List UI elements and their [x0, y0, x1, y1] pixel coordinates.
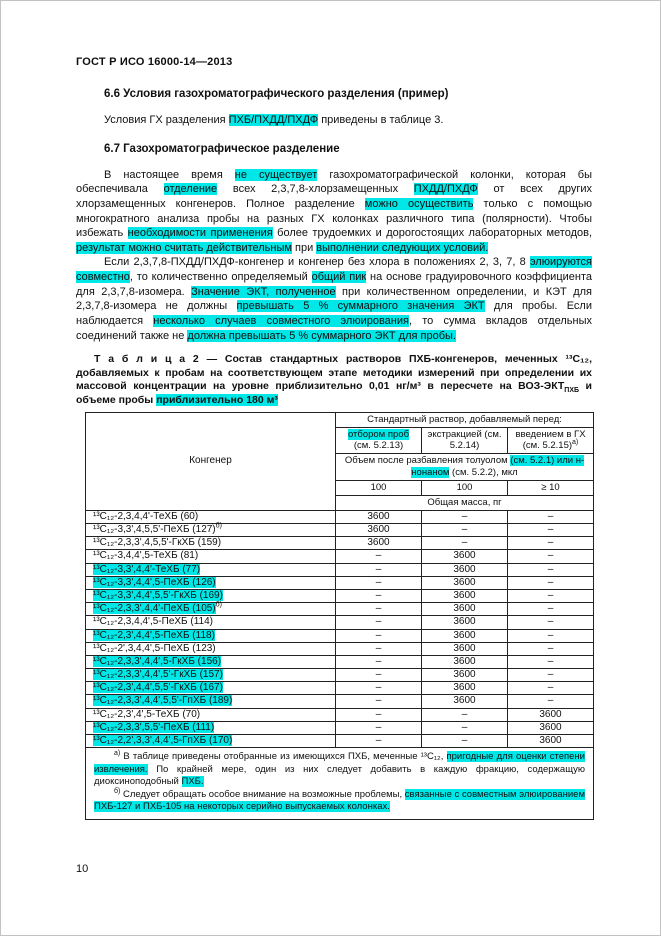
table-cell: 3600 — [508, 708, 594, 721]
highlighted-text: ¹³C₁₂-2,3,3',4,4',5'-ГкХБ (157) — [93, 669, 223, 681]
text-segment: По крайней мере, один из них следует добавить в каждую фракцию, содержащую диоксиноподобный — [94, 763, 585, 788]
text-segment: ¹³C₁₂-2,3,3',4,5,5'-ГкХБ (159) — [93, 537, 222, 549]
congener-name — [86, 629, 336, 642]
text-segment: на основе градуировочного коэффициента для 2,3,7,8-изомера. — [76, 271, 592, 298]
text-segment: для пробы. Если наблюдается — [76, 300, 592, 327]
text-segment: более трудоемких и дорогостоящих лабораторных методов, — [272, 227, 593, 240]
text-segment: экстракцией (см. 5.2.14) — [427, 428, 502, 452]
highlighted-text: ¹³C₁₂-2,3,3',4,4',5-ГкХБ (156) — [93, 655, 222, 667]
table-cell: – — [422, 721, 508, 734]
column-header-gc-injection — [508, 427, 594, 454]
highlighted-text: результат можно считать действительным — [76, 241, 292, 254]
text-segment: введением в ГХ (см. 5.2.15) — [515, 428, 586, 452]
table-cell: – — [336, 695, 422, 708]
congener-name — [86, 669, 336, 682]
highlighted-text: ¹³C₁₂-2,3,3',5,5'-ПеХБ (111) — [93, 721, 215, 733]
table-cell: 3600 — [508, 735, 594, 748]
highlighted-text: пригодные для оценки степени извлечения. — [94, 751, 585, 775]
highlighted-text: отделение — [163, 183, 218, 196]
paragraph-6-7-2 — [76, 255, 592, 343]
table-cell: – — [508, 537, 594, 550]
table-cell: 3600 — [336, 510, 422, 523]
table-row — [86, 695, 594, 708]
table-cell: – — [336, 576, 422, 589]
column-header-congener: Конгенер — [86, 412, 336, 510]
text-segment: (см. 5.2.2), мкл — [449, 467, 518, 479]
highlighted-text: не существует — [234, 168, 318, 181]
table-cell: 3600 — [422, 695, 508, 708]
highlighted-text: ¹³C₁₂-3,3',4,4',5-ПеХБ (126) — [93, 576, 216, 588]
table-row — [86, 655, 594, 668]
table-cell: – — [508, 510, 594, 523]
highlighted-text: ¹³C₁₂-2,3,3',4,4',5,5'-ГпХБ (189) — [93, 695, 233, 707]
table-cell: – — [336, 669, 422, 682]
table-cell: 3600 — [508, 721, 594, 734]
table-row — [86, 576, 594, 589]
table-cell: – — [508, 576, 594, 589]
table-cell: – — [422, 735, 508, 748]
text-segment: Т а б л и ц а 2 — Состав стандартных растворов ПХБ-конгенеров, меченных ¹³C₁₂, добавляемых к пробам на соответствующем этапе методики измерений при определении их массовой концентрации на уровне приблизительно 0,01 нг/м³ в пересчете на ВОЗ-ЭКТ — [76, 353, 592, 393]
paragraph-6-7-1 — [76, 168, 592, 256]
highlighted-text: ПХДД/ПХДФ — [413, 183, 478, 196]
table-caption — [76, 353, 592, 408]
text-segment: от всех других хлорзамещенных конгенеров. Полное разделение — [76, 183, 592, 210]
highlighted-text: Значение ЭКТ, полученное — [191, 285, 336, 298]
congener-name — [86, 576, 336, 589]
table-row — [86, 708, 594, 721]
table-row — [86, 642, 594, 655]
table-cell: – — [508, 550, 594, 563]
congener-name — [86, 708, 336, 721]
table-cell: – — [336, 655, 422, 668]
congener-name — [86, 616, 336, 629]
text-segment: а) — [572, 439, 579, 447]
table-cell: – — [508, 642, 594, 655]
table-row — [86, 510, 594, 523]
table-cell: – — [336, 642, 422, 655]
table-row — [86, 603, 594, 616]
highlighted-text: необходимости применения — [127, 227, 273, 240]
congener-name — [86, 524, 336, 537]
highlighted-text: можно осуществить — [364, 197, 474, 210]
paragraph-6-6 — [76, 113, 592, 128]
highlighted-text: отбором проб — [347, 428, 410, 440]
footnote-b — [94, 789, 585, 814]
text-segment: ¹³C₁₂-2,3,4,4'-ТеХБ (60) — [93, 510, 199, 522]
table-cell: – — [508, 655, 594, 668]
highlighted-text: ПХБ/ПХДД/ПХДФ — [228, 114, 319, 126]
table-cell: – — [422, 510, 508, 523]
table-cell: – — [508, 616, 594, 629]
congener-name — [86, 550, 336, 563]
congener-name — [86, 537, 336, 550]
table-cell: – — [508, 589, 594, 602]
table-row — [86, 721, 594, 734]
table-row — [86, 550, 594, 563]
congener-name — [86, 655, 336, 668]
page-number: 10 — [76, 863, 89, 875]
text-segment: (см. 5.2.13) — [353, 440, 404, 452]
congener-name — [86, 589, 336, 602]
text-segment: при количественном определении, и КЭТ для 2,3,7,8-изомера не должны — [76, 285, 592, 313]
table-row — [86, 682, 594, 695]
highlighted-text: ¹³C₁₂-2,3',4,4',5,5'-ГкХБ (167) — [93, 682, 223, 694]
congener-name — [86, 603, 336, 616]
table-cell: 3600 — [422, 669, 508, 682]
table-cell: – — [336, 603, 422, 616]
table-cell: – — [508, 603, 594, 616]
table-cell: – — [508, 524, 594, 537]
column-header-total-mass: Общая масса, пг — [336, 495, 594, 510]
highlighted-text: (см. 5.2.1) или н-нонаном — [411, 455, 585, 479]
table-row — [86, 669, 594, 682]
table-cell: – — [336, 735, 422, 748]
table-cell: 3600 — [422, 629, 508, 642]
column-header-sampling — [336, 427, 422, 454]
highlighted-text: ПХБ. — [181, 776, 204, 788]
congener-name — [86, 642, 336, 655]
highlighted-text: приблизительно 180 м³ — [156, 394, 278, 407]
text-segment: Следует обращать особое внимание на возможные проблемы, — [120, 788, 405, 800]
congener-name — [86, 695, 336, 708]
text-segment: , то количественно определяемый — [129, 271, 312, 283]
table-cell: – — [336, 682, 422, 695]
text-segment: при — [291, 241, 317, 254]
table-cell: – — [422, 708, 508, 721]
table-row — [86, 563, 594, 576]
congener-name — [86, 563, 336, 576]
table-row — [86, 524, 594, 537]
text-segment: а) — [114, 750, 121, 758]
text-segment: и объеме пробы — [76, 380, 592, 407]
table-cell: – — [508, 682, 594, 695]
footnote-marker: б) — [215, 601, 222, 609]
table-row — [86, 616, 594, 629]
text-segment: ¹³C₁₂-3,4,4',5-ТеХБ (81) — [93, 550, 199, 562]
table-cell: – — [336, 721, 422, 734]
table-cell: 3600 — [422, 603, 508, 616]
table-cell: 3600 — [422, 550, 508, 563]
table-cell: 3600 — [422, 589, 508, 602]
table-cell: – — [336, 616, 422, 629]
table-header — [86, 412, 594, 510]
volume-value-gc: ≥ 10 — [508, 481, 594, 496]
congener-name — [86, 735, 336, 748]
highlighted-text: несколько случаев совместного элюирования — [153, 314, 409, 327]
highlighted-text: ¹³C₁₂-2,2',3,3',4,4',5-ГпХБ (170) — [93, 735, 233, 746]
table-cell: – — [336, 708, 422, 721]
table-row — [86, 537, 594, 550]
text-segment: только с помощью многократного анализа пробы на разных ГХ колонках различного типа (полярности). Чтобы избежать — [76, 197, 592, 240]
volume-value-sampling: 100 — [336, 481, 422, 496]
text-segment: В таблице приведены отобранные из имеющихся ПХБ, меченные ¹³C₁₂, — [120, 751, 447, 763]
table-cell: – — [336, 563, 422, 576]
volume-value-extraction: 100 — [422, 481, 508, 496]
table-cell: 3600 — [422, 642, 508, 655]
column-header-extraction — [422, 427, 508, 454]
highlighted-text: общий пик — [311, 271, 367, 283]
congener-name — [86, 721, 336, 734]
table-cell: 3600 — [336, 524, 422, 537]
table-cell: – — [508, 695, 594, 708]
footnote-marker: б) — [215, 522, 222, 530]
table-cell: 3600 — [422, 616, 508, 629]
highlighted-text: превышать 5 % суммарного значения ЭКТ — [236, 300, 485, 313]
table-row — [86, 589, 594, 602]
table-cell: – — [422, 537, 508, 550]
table-cell: – — [422, 524, 508, 537]
highlighted-text: ¹³C₁₂-3,3',4,4',5,5'-ГкХБ (169) — [93, 589, 223, 601]
congener-table — [85, 412, 594, 820]
highlighted-text: ¹³C₁₂-3,3',4,4'-ТеХБ (77) — [93, 563, 201, 575]
text-segment: Объем после разбавления толуолом — [344, 455, 511, 467]
table-cell: 3600 — [422, 682, 508, 695]
text-segment: ПХБ — [564, 387, 580, 395]
congener-name — [86, 682, 336, 695]
running-header: ГОСТ Р ИСО 16000-14—2013 — [76, 56, 233, 68]
table-footnotes — [86, 748, 594, 820]
table-cell: – — [508, 629, 594, 642]
text-segment: Если 2,3,7,8-ПХДД/ПХДФ-конгенер и конгенер без хлора в положениях 2, 3, 7, 8 — [104, 256, 530, 269]
text-segment: газохроматографической колонки, которая бы обеспечивала — [76, 168, 592, 196]
text-segment: приведены в таблице 3. — [318, 114, 444, 126]
footnote-a — [94, 751, 585, 789]
column-header-standard-solution: Стандартный раствор, добавляемый перед: — [336, 412, 594, 427]
text-segment: В настоящее время — [104, 168, 235, 181]
text-segment: ¹³C₁₂-2',3,4,4',5-ПеХБ (123) — [93, 642, 216, 654]
table-cell: – — [508, 563, 594, 576]
table-cell: – — [336, 629, 422, 642]
congener-table-body — [86, 510, 594, 747]
table-cell: – — [336, 589, 422, 602]
text-segment: всех 2,3,7,8-хлорзамещенных — [217, 183, 414, 196]
text-segment: , то сумма вкладов отдельных соединений также не — [76, 314, 592, 342]
text-segment: ¹³C₁₂-2,3',4',5-ТеХБ (70) — [93, 708, 201, 720]
text-segment: ¹³C₁₂-2,3,4,4',5-ПеХБ (114) — [93, 616, 213, 628]
table-cell: 3600 — [422, 655, 508, 668]
table-cell: 3600 — [336, 537, 422, 550]
highlighted-text: должна превышать 5 % суммарного ЭКТ для пробы. — [187, 329, 456, 342]
section-heading-6-7: 6.7 Газохроматографическое разделение — [104, 142, 340, 155]
highlighted-text: ¹³C₁₂-2,3,3',4,4'-ПеХБ (105) — [93, 603, 216, 615]
text-segment: Условия ГХ разделения — [104, 114, 229, 126]
highlighted-text: ¹³C₁₂-2,3',4,4',5-ПеХБ (118) — [93, 629, 215, 641]
table-cell: – — [508, 669, 594, 682]
highlighted-text: выполнении следующих условий. — [316, 241, 489, 254]
text-segment: б) — [114, 787, 121, 795]
text-segment: ¹³C₁₂-3,3',4,5,5'-ПеХБ (127) — [93, 524, 216, 535]
table-cell: 3600 — [422, 576, 508, 589]
table-row — [86, 629, 594, 642]
section-heading-6-6: 6.6 Условия газохроматографического разделения (пример) — [104, 88, 449, 100]
highlighted-text: элюируются совместно — [76, 256, 592, 283]
column-header-dilution-volume — [336, 454, 594, 481]
table-row — [86, 735, 594, 748]
table-cell: 3600 — [422, 563, 508, 576]
congener-name — [86, 510, 336, 523]
table-cell: – — [336, 550, 422, 563]
highlighted-text: связанные с совместным элюированием ПХБ-127 и ПХБ-105 на некоторых серийно выпускаемых колонках. — [94, 788, 585, 813]
